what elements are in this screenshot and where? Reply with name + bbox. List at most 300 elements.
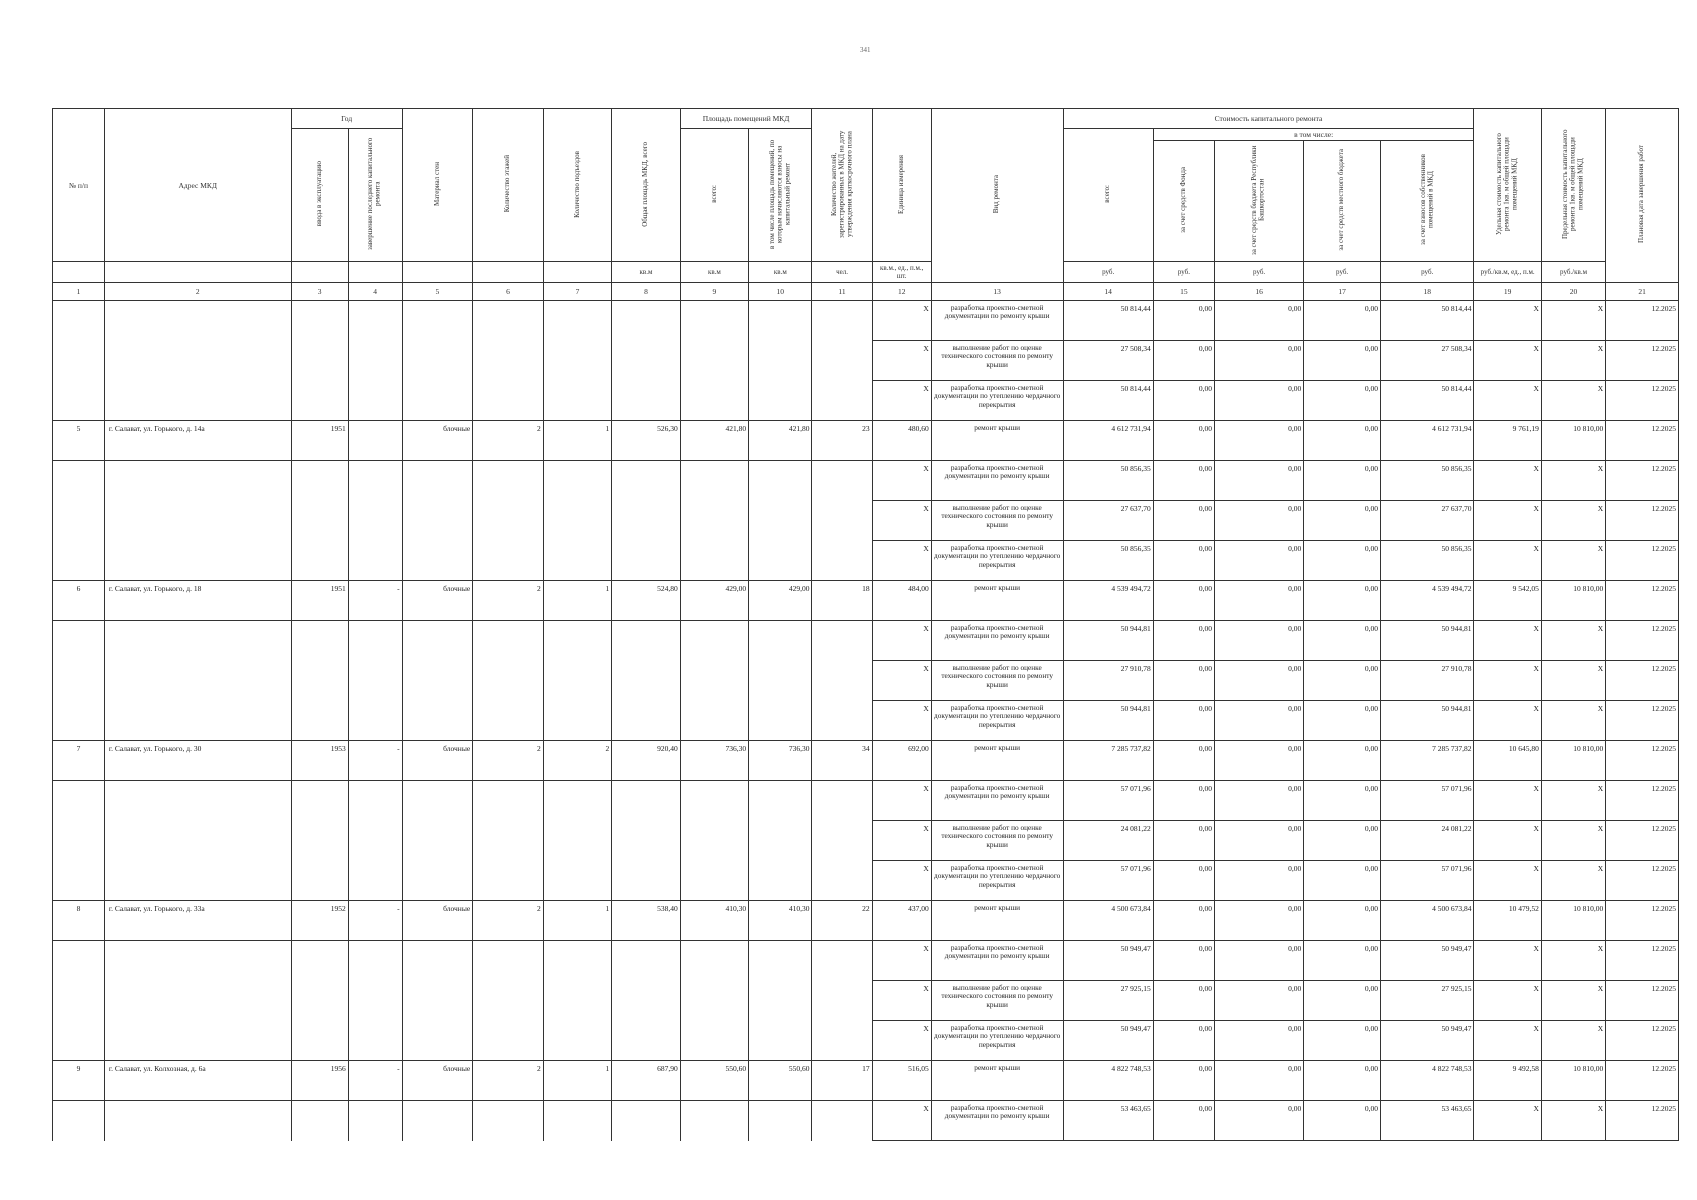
cell-planned-date: 12.2025 (1606, 861, 1679, 901)
cell-empty (543, 821, 611, 861)
cell-empty (291, 541, 348, 581)
cell-work-type: выполнение работ по оценке технического состояния по ремонту крыши (931, 501, 1063, 541)
cell-empty (348, 981, 402, 1021)
cell-residents: 18 (812, 581, 872, 621)
unit-cell: чел. (812, 262, 872, 283)
cell-specific-cost: X (1474, 461, 1541, 501)
cell-row-number: 6 (53, 581, 105, 621)
cell-cost-total: 27 637,70 (1063, 501, 1153, 541)
table-row (53, 701, 1679, 741)
cell-cost-total: 50 944,81 (1063, 701, 1153, 741)
cell-specific-cost: 9 761,19 (1474, 421, 1541, 461)
cell-empty (291, 821, 348, 861)
cell-cost-fund: 0,00 (1153, 861, 1214, 901)
cell-cost-local-budget: 0,00 (1304, 301, 1381, 341)
cell-planned-date: 12.2025 (1606, 981, 1679, 1021)
table-row (53, 981, 1679, 1021)
cell-limit-cost: X (1541, 941, 1605, 981)
cell-empty (680, 621, 748, 661)
cell-planned-date: 12.2025 (1606, 1021, 1679, 1061)
cell-empty (812, 301, 872, 341)
cell-cost-local-budget: 0,00 (1304, 821, 1381, 861)
cell-unit-value: X (872, 621, 931, 661)
cell-empty (543, 1101, 611, 1141)
cell-cost-rb-budget: 0,00 (1215, 421, 1304, 461)
cell-empty (104, 541, 291, 581)
cell-cost-fund: 0,00 (1153, 661, 1214, 701)
cell-empty (812, 621, 872, 661)
cell-empty (348, 621, 402, 661)
cell-rooms-area: 421,80 (680, 421, 748, 461)
cell-empty (104, 941, 291, 981)
cell-empty (291, 1101, 348, 1141)
cell-wall-material: блочные (402, 741, 473, 781)
cell-cost-rb-budget: 0,00 (1215, 901, 1304, 941)
col-number: 3 (291, 283, 348, 301)
cell-work-type: разработка проектно-сметной документации по ремонту крыши (931, 781, 1063, 821)
cell-cost-local-budget: 0,00 (1304, 501, 1381, 541)
cell-empty (53, 661, 105, 701)
cell-empty (473, 1021, 544, 1061)
header-commission-year: ввода в эксплуатацию (291, 129, 348, 262)
cell-empty (749, 861, 812, 901)
cell-empty (291, 501, 348, 541)
cell-limit-cost: X (1541, 301, 1605, 341)
cell-cost-local-budget: 0,00 (1304, 781, 1381, 821)
col-number: 19 (1474, 283, 1541, 301)
col-number: 11 (812, 283, 872, 301)
cell-cost-owners: 50 814,44 (1381, 381, 1474, 421)
cell-empty (53, 861, 105, 901)
unit-cell: руб. (1063, 262, 1153, 283)
header-wall-material: Материал стен (402, 109, 473, 262)
cell-total-area: 920,40 (612, 741, 680, 781)
cell-empty (53, 781, 105, 821)
cell-empty (612, 981, 680, 1021)
cell-cost-fund: 0,00 (1153, 621, 1214, 661)
cell-empty (348, 781, 402, 821)
col-number: 6 (473, 283, 544, 301)
cell-specific-cost: X (1474, 941, 1541, 981)
cell-empty (680, 341, 748, 381)
table-row (53, 1061, 1679, 1101)
cell-empty (612, 341, 680, 381)
cell-unit-value: X (872, 461, 931, 501)
cell-rooms-area-fee: 429,00 (749, 581, 812, 621)
cell-empty (749, 621, 812, 661)
cell-specific-cost: 9 542,05 (1474, 581, 1541, 621)
cell-commission-year: 1951 (291, 581, 348, 621)
cell-work-type: ремонт крыши (931, 1061, 1063, 1101)
cell-cost-rb-budget: 0,00 (1215, 1061, 1304, 1101)
cell-empty (812, 461, 872, 501)
cell-planned-date: 12.2025 (1606, 1101, 1679, 1141)
cell-cost-rb-budget: 0,00 (1215, 461, 1304, 501)
cell-work-type: разработка проектно-сметной документации по ремонту крыши (931, 941, 1063, 981)
cell-empty (473, 701, 544, 741)
cell-empty (53, 821, 105, 861)
cell-empty (348, 941, 402, 981)
cell-empty (612, 1101, 680, 1141)
cell-planned-date: 12.2025 (1606, 1061, 1679, 1101)
cell-empty (543, 541, 611, 581)
cell-limit-cost: 10 810,00 (1541, 1061, 1605, 1101)
cell-address: г. Салават, ул. Горького, д. 14а (104, 421, 291, 461)
cell-empty (749, 381, 812, 421)
cell-cost-owners: 4 822 748,53 (1381, 1061, 1474, 1101)
cell-planned-date: 12.2025 (1606, 501, 1679, 541)
cell-commission-year: 1953 (291, 741, 348, 781)
cell-empty (348, 861, 402, 901)
cell-cost-total: 57 071,96 (1063, 861, 1153, 901)
cell-cost-local-budget: 0,00 (1304, 941, 1381, 981)
cell-residents: 22 (812, 901, 872, 941)
cell-cost-owners: 27 910,78 (1381, 661, 1474, 701)
col-number: 15 (1153, 283, 1214, 301)
cell-empty (53, 301, 105, 341)
cell-empty (402, 861, 473, 901)
col-number: 14 (1063, 283, 1153, 301)
cell-cost-rb-budget: 0,00 (1215, 381, 1304, 421)
cell-empty (612, 861, 680, 901)
cell-empty (104, 701, 291, 741)
cell-planned-date: 12.2025 (1606, 821, 1679, 861)
cell-empty (291, 461, 348, 501)
cell-planned-date: 12.2025 (1606, 701, 1679, 741)
cell-cost-fund: 0,00 (1153, 981, 1214, 1021)
cell-total-area: 524,80 (612, 581, 680, 621)
cell-cost-local-budget: 0,00 (1304, 461, 1381, 501)
unit-cell: руб. (1215, 262, 1304, 283)
cell-empty (749, 1021, 812, 1061)
cell-empty (104, 781, 291, 821)
cell-empty (291, 381, 348, 421)
cell-cost-fund: 0,00 (1153, 381, 1214, 421)
cell-empty (402, 1021, 473, 1061)
header-area-fee: в том числе площадь помещений, по которым начисляются взносы на капитальный ремонт (749, 129, 812, 262)
cell-cost-total: 50 856,35 (1063, 461, 1153, 501)
unit-cell: кв.м (749, 262, 812, 283)
cell-planned-date: 12.2025 (1606, 621, 1679, 661)
cell-unit-value: X (872, 341, 931, 381)
cell-cost-local-budget: 0,00 (1304, 701, 1381, 741)
table-row (53, 1021, 1679, 1061)
cell-cost-fund: 0,00 (1153, 341, 1214, 381)
cell-empty (473, 341, 544, 381)
cell-cost-rb-budget: 0,00 (1215, 701, 1304, 741)
header-cost-total: всего: (1063, 129, 1153, 262)
header-residents: Количество жителей, зарегистрированных в МКД на дату утверждения краткосрочного плана (812, 109, 872, 262)
cell-cost-total: 27 910,78 (1063, 661, 1153, 701)
cell-entrances: 1 (543, 421, 611, 461)
cell-cost-rb-budget: 0,00 (1215, 541, 1304, 581)
unit-cell: руб. (1381, 262, 1474, 283)
cell-address: г. Салават, ул. Горького, д. 33а (104, 901, 291, 941)
cell-total-area: 526,30 (612, 421, 680, 461)
cell-empty (612, 501, 680, 541)
cell-empty (473, 861, 544, 901)
cell-unit-value: X (872, 1101, 931, 1141)
cell-specific-cost: X (1474, 701, 1541, 741)
cell-empty (53, 381, 105, 421)
header-planned-date: Плановая дата завершения работ (1606, 109, 1679, 283)
cell-empty (812, 701, 872, 741)
cell-unit-value: 484,00 (872, 581, 931, 621)
cell-empty (749, 661, 812, 701)
cell-address: г. Салават, ул. Горького, д. 30 (104, 741, 291, 781)
table-row (53, 621, 1679, 661)
cell-specific-cost: 9 492,58 (1474, 1061, 1541, 1101)
cell-empty (749, 341, 812, 381)
cell-empty (104, 821, 291, 861)
cell-empty (53, 541, 105, 581)
cell-cost-total: 53 463,65 (1063, 1101, 1153, 1141)
table-row (53, 581, 1679, 621)
cell-empty (749, 461, 812, 501)
cell-limit-cost: X (1541, 1021, 1605, 1061)
cell-cost-local-budget: 0,00 (1304, 861, 1381, 901)
cell-planned-date: 12.2025 (1606, 341, 1679, 381)
col-number: 13 (931, 283, 1063, 301)
cell-unit-value: 692,00 (872, 741, 931, 781)
header-last-repair: завершение последнего капитального ремонта (348, 129, 402, 262)
cell-cost-local-budget: 0,00 (1304, 981, 1381, 1021)
cell-row-number: 5 (53, 421, 105, 461)
cell-empty (402, 621, 473, 661)
cell-empty (348, 541, 402, 581)
cell-empty (749, 941, 812, 981)
cell-empty (104, 861, 291, 901)
cell-limit-cost: X (1541, 341, 1605, 381)
table-row (53, 821, 1679, 861)
cell-empty (680, 981, 748, 1021)
cell-empty (104, 1021, 291, 1061)
cell-cost-owners: 27 925,15 (1381, 981, 1474, 1021)
cell-empty (680, 1021, 748, 1061)
cell-work-type: разработка проектно-сметной документации по утеплению чердачного перекрытия (931, 381, 1063, 421)
cell-empty (543, 941, 611, 981)
unit-cell: кв.м., ед., п.м., шт. (872, 262, 931, 283)
unit-cell: руб. (1153, 262, 1214, 283)
cell-work-type: разработка проектно-сметной документации по утеплению чердачного перекрытия (931, 541, 1063, 581)
col-number: 9 (680, 283, 748, 301)
cell-limit-cost: X (1541, 381, 1605, 421)
cell-planned-date: 12.2025 (1606, 581, 1679, 621)
cell-specific-cost: X (1474, 301, 1541, 341)
cell-empty (402, 661, 473, 701)
table-row (53, 661, 1679, 701)
cell-total-area: 538,40 (612, 901, 680, 941)
header-local-budget: за счет средств местного бюджета (1304, 141, 1381, 262)
cell-empty (749, 501, 812, 541)
table-row (53, 501, 1679, 541)
col-number: 2 (104, 283, 291, 301)
cell-work-type: ремонт крыши (931, 901, 1063, 941)
cell-empty (680, 701, 748, 741)
cell-empty (680, 1101, 748, 1141)
cell-cost-fund: 0,00 (1153, 541, 1214, 581)
cell-cost-local-budget: 0,00 (1304, 541, 1381, 581)
cell-empty (104, 381, 291, 421)
cell-specific-cost: X (1474, 1021, 1541, 1061)
cell-empty (291, 701, 348, 741)
cell-empty (749, 821, 812, 861)
cell-empty (812, 781, 872, 821)
cell-empty (473, 1101, 544, 1141)
cell-empty (348, 1021, 402, 1061)
cell-rooms-area-fee: 736,30 (749, 741, 812, 781)
cell-empty (749, 701, 812, 741)
cell-empty (402, 461, 473, 501)
cell-wall-material: блочные (402, 421, 473, 461)
cell-empty (473, 541, 544, 581)
cell-empty (348, 821, 402, 861)
cell-empty (680, 501, 748, 541)
cell-empty (473, 301, 544, 341)
cell-empty (402, 1101, 473, 1141)
cell-specific-cost: X (1474, 981, 1541, 1021)
cell-work-type: ремонт крыши (931, 581, 1063, 621)
table-row (53, 421, 1679, 461)
cell-rooms-area-fee: 550,60 (749, 1061, 812, 1101)
cell-cost-fund: 0,00 (1153, 701, 1214, 741)
cell-empty (680, 941, 748, 981)
cell-unit-value: X (872, 821, 931, 861)
header-cost-group: Стоимость капитального ремонта (1063, 109, 1474, 129)
cell-unit-value: X (872, 541, 931, 581)
cell-rooms-area: 736,30 (680, 741, 748, 781)
cell-unit-value: 480,60 (872, 421, 931, 461)
cell-work-type: разработка проектно-сметной документации по ремонту крыши (931, 461, 1063, 501)
header-area-all: всего: (680, 129, 748, 262)
cell-empty (402, 981, 473, 1021)
cell-last-repair: - (348, 1061, 402, 1101)
cell-cost-rb-budget: 0,00 (1215, 661, 1304, 701)
cell-empty (402, 541, 473, 581)
cell-cost-total: 24 081,22 (1063, 821, 1153, 861)
cell-empty (680, 301, 748, 341)
cell-unit-value: X (872, 301, 931, 341)
cell-cost-owners: 24 081,22 (1381, 821, 1474, 861)
cell-empty (543, 981, 611, 1021)
cell-empty (543, 781, 611, 821)
cell-empty (543, 661, 611, 701)
table-row (53, 781, 1679, 821)
cell-specific-cost: X (1474, 661, 1541, 701)
cell-empty (291, 781, 348, 821)
cell-empty (473, 981, 544, 1021)
cell-limit-cost: X (1541, 461, 1605, 501)
cell-empty (104, 661, 291, 701)
cell-cost-rb-budget: 0,00 (1215, 941, 1304, 981)
cell-limit-cost: X (1541, 861, 1605, 901)
cell-cost-local-budget: 0,00 (1304, 741, 1381, 781)
cell-cost-total: 50 949,47 (1063, 1021, 1153, 1061)
cell-address: г. Салават, ул. Горького, д. 18 (104, 581, 291, 621)
cell-floors: 2 (473, 901, 544, 941)
cell-planned-date: 12.2025 (1606, 941, 1679, 981)
cell-empty (348, 461, 402, 501)
cell-work-type: выполнение работ по оценке технического состояния по ремонту крыши (931, 661, 1063, 701)
cell-cost-local-budget: 0,00 (1304, 621, 1381, 661)
cell-cost-owners: 57 071,96 (1381, 861, 1474, 901)
cell-commission-year: 1952 (291, 901, 348, 941)
col-number: 5 (402, 283, 473, 301)
cell-cost-total: 50 944,81 (1063, 621, 1153, 661)
cell-commission-year: 1956 (291, 1061, 348, 1101)
cell-empty (473, 381, 544, 421)
cell-cost-rb-budget: 0,00 (1215, 301, 1304, 341)
cell-cost-local-budget: 0,00 (1304, 1021, 1381, 1061)
cell-empty (104, 621, 291, 661)
cell-empty (348, 501, 402, 541)
cell-unit-value: X (872, 781, 931, 821)
cell-cost-fund: 0,00 (1153, 741, 1214, 781)
cell-specific-cost: 10 645,80 (1474, 741, 1541, 781)
cell-empty (104, 1101, 291, 1141)
cell-specific-cost: X (1474, 381, 1541, 421)
cell-empty (53, 461, 105, 501)
table-row (53, 341, 1679, 381)
cell-empty (812, 861, 872, 901)
cell-cost-owners: 50 949,47 (1381, 1021, 1474, 1061)
cell-empty (53, 1021, 105, 1061)
cell-work-type: разработка проектно-сметной документации по ремонту крыши (931, 621, 1063, 661)
cell-cost-rb-budget: 0,00 (1215, 741, 1304, 781)
cell-floors: 2 (473, 421, 544, 461)
cell-empty (612, 781, 680, 821)
table-row (53, 301, 1679, 341)
cell-empty (812, 661, 872, 701)
cell-empty (348, 301, 402, 341)
units-row (53, 262, 1679, 283)
cell-empty (291, 1021, 348, 1061)
cell-wall-material: блочные (402, 1061, 473, 1101)
cell-empty (812, 1021, 872, 1061)
cell-planned-date: 12.2025 (1606, 421, 1679, 461)
unit-cell: руб./кв.м (1541, 262, 1605, 283)
cell-unit-value: X (872, 981, 931, 1021)
cell-unit-value: 437,00 (872, 901, 931, 941)
cell-cost-total: 57 071,96 (1063, 781, 1153, 821)
cell-empty (53, 1101, 105, 1141)
cell-cost-owners: 53 463,65 (1381, 1101, 1474, 1141)
cell-last-repair: - (348, 901, 402, 941)
cell-specific-cost: X (1474, 621, 1541, 661)
cell-specific-cost: 10 479,52 (1474, 901, 1541, 941)
unit-cell: руб./кв.м, ед., п.м. (1474, 262, 1541, 283)
cell-empty (812, 501, 872, 541)
cell-entrances: 1 (543, 581, 611, 621)
cell-empty (53, 341, 105, 381)
cell-planned-date: 12.2025 (1606, 901, 1679, 941)
header-unit: Единица измерения (872, 109, 931, 262)
cell-cost-fund: 0,00 (1153, 461, 1214, 501)
cell-empty (291, 621, 348, 661)
cell-empty (812, 341, 872, 381)
header-address: Адрес МКД (104, 109, 291, 262)
cell-rooms-area-fee: 410,30 (749, 901, 812, 941)
cell-cost-fund: 0,00 (1153, 901, 1214, 941)
cell-cost-local-budget: 0,00 (1304, 661, 1381, 701)
cell-cost-fund: 0,00 (1153, 421, 1214, 461)
cell-row-number: 9 (53, 1061, 105, 1101)
cell-empty (473, 621, 544, 661)
cell-rooms-area-fee: 421,80 (749, 421, 812, 461)
cell-specific-cost: X (1474, 781, 1541, 821)
table-row (53, 861, 1679, 901)
cell-empty (812, 821, 872, 861)
